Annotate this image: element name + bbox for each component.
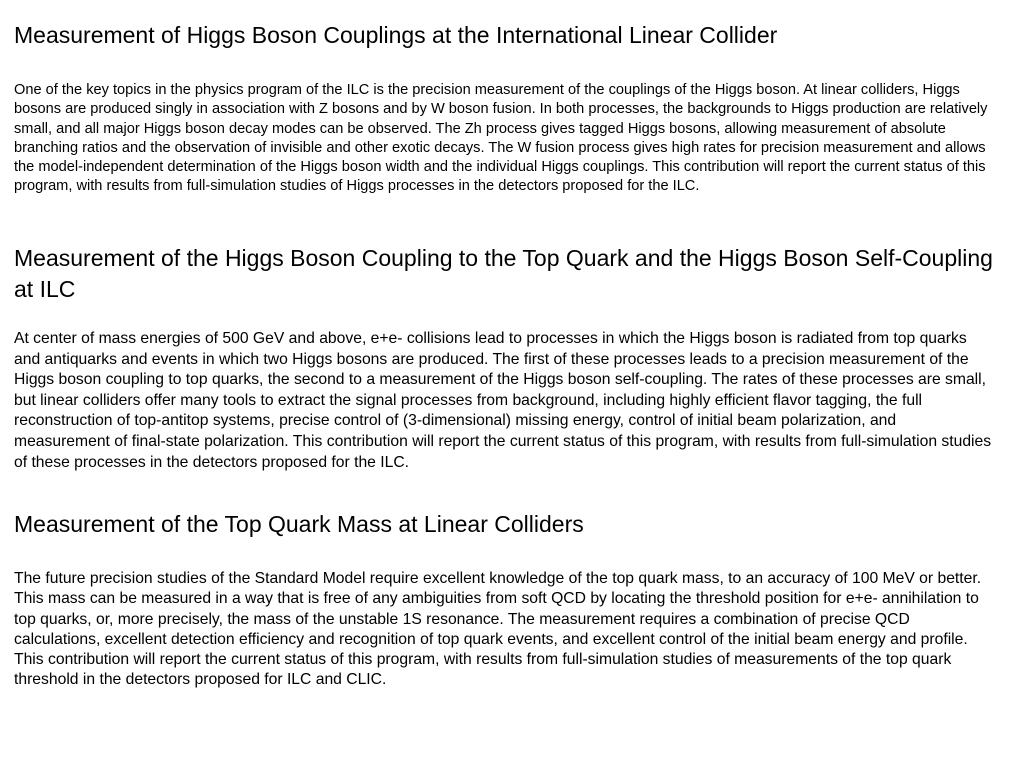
section-body: One of the key topics in the physics program of the ILC is the precision measurement of the couplings of the Higgs boson. At linear colliders, Higgs bosons are produced singly in association with Z bosons and by W boson fusion. In both processes, the backgrounds to Higgs production are relatively small, and all major Higgs boson decay modes can be observed. The Zh process gives tagged Higgs bosons, allowing measurement of absolute branching ratios and the observation of invisible and other exotic decays. The W fusion process gives high rates for precision measurement and allows the model-independent determination of the Higgs boson width and the individual Higgs couplings. This contribution will report the current status of this program, with results from full-simulation studies of Higgs processes in the detectors proposed for the ILC. [14, 82, 988, 195]
section-title: Measurement of the Higgs Boson Coupling to the Top Quark and the Higgs Boson Self-Coupling at ILC [14, 245, 993, 302]
abstract-section-higgs-couplings [14, 20, 994, 197]
section-title: Measurement of the Top Quark Mass at Linear Colliders [14, 511, 584, 537]
section-body: At center of mass energies of 500 GeV and above, e+e- collisions lead to processes in which the Higgs boson is radiated from top quarks and antiquarks and events in which two Higgs bosons are produced. The first of these processes leads to a precision measurement of the Higgs boson coupling to top quarks, the second to a measurement of the Higgs boson self-coupling. The rates of these processes are small, but linear colliders offer many tools to extract the signal processes from background, including highly efficient flavor tagging, the full reconstruction of top-antitop systems, precise control of (3-dimensional) missing energy, control of initial beam polarization, and measurement of final-state polarization. This contribution will report the current status of this program, with results from full-simulation studies of these processes in the detectors proposed for the ILC. [14, 330, 992, 471]
section-body: The future precision studies of the Standard Model require excellent knowledge of the top quark mass, to an accuracy of 100 MeV or better. This mass can be measured in a way that is free of any ambiguities from soft QCD by locating the threshold position for e+e- annihilation to top quarks, or, more precisely, the mass of the unstable 1S resonance. The measurement requires a combination of precise QCD calculations, excellent detection efficiency and recognition of top quark events, and excellent control of the initial beam energy and profile. This contribution will report the current status of this program, with results from full-simulation studies of measurements of the top quark threshold in the detectors proposed for ILC and CLIC. [14, 570, 982, 689]
section-title: Measurement of Higgs Boson Couplings at the International Linear Collider [14, 22, 778, 48]
abstract-section-top-mass [14, 509, 994, 691]
abstract-section-top-yukawa-self-coupling [14, 243, 994, 473]
